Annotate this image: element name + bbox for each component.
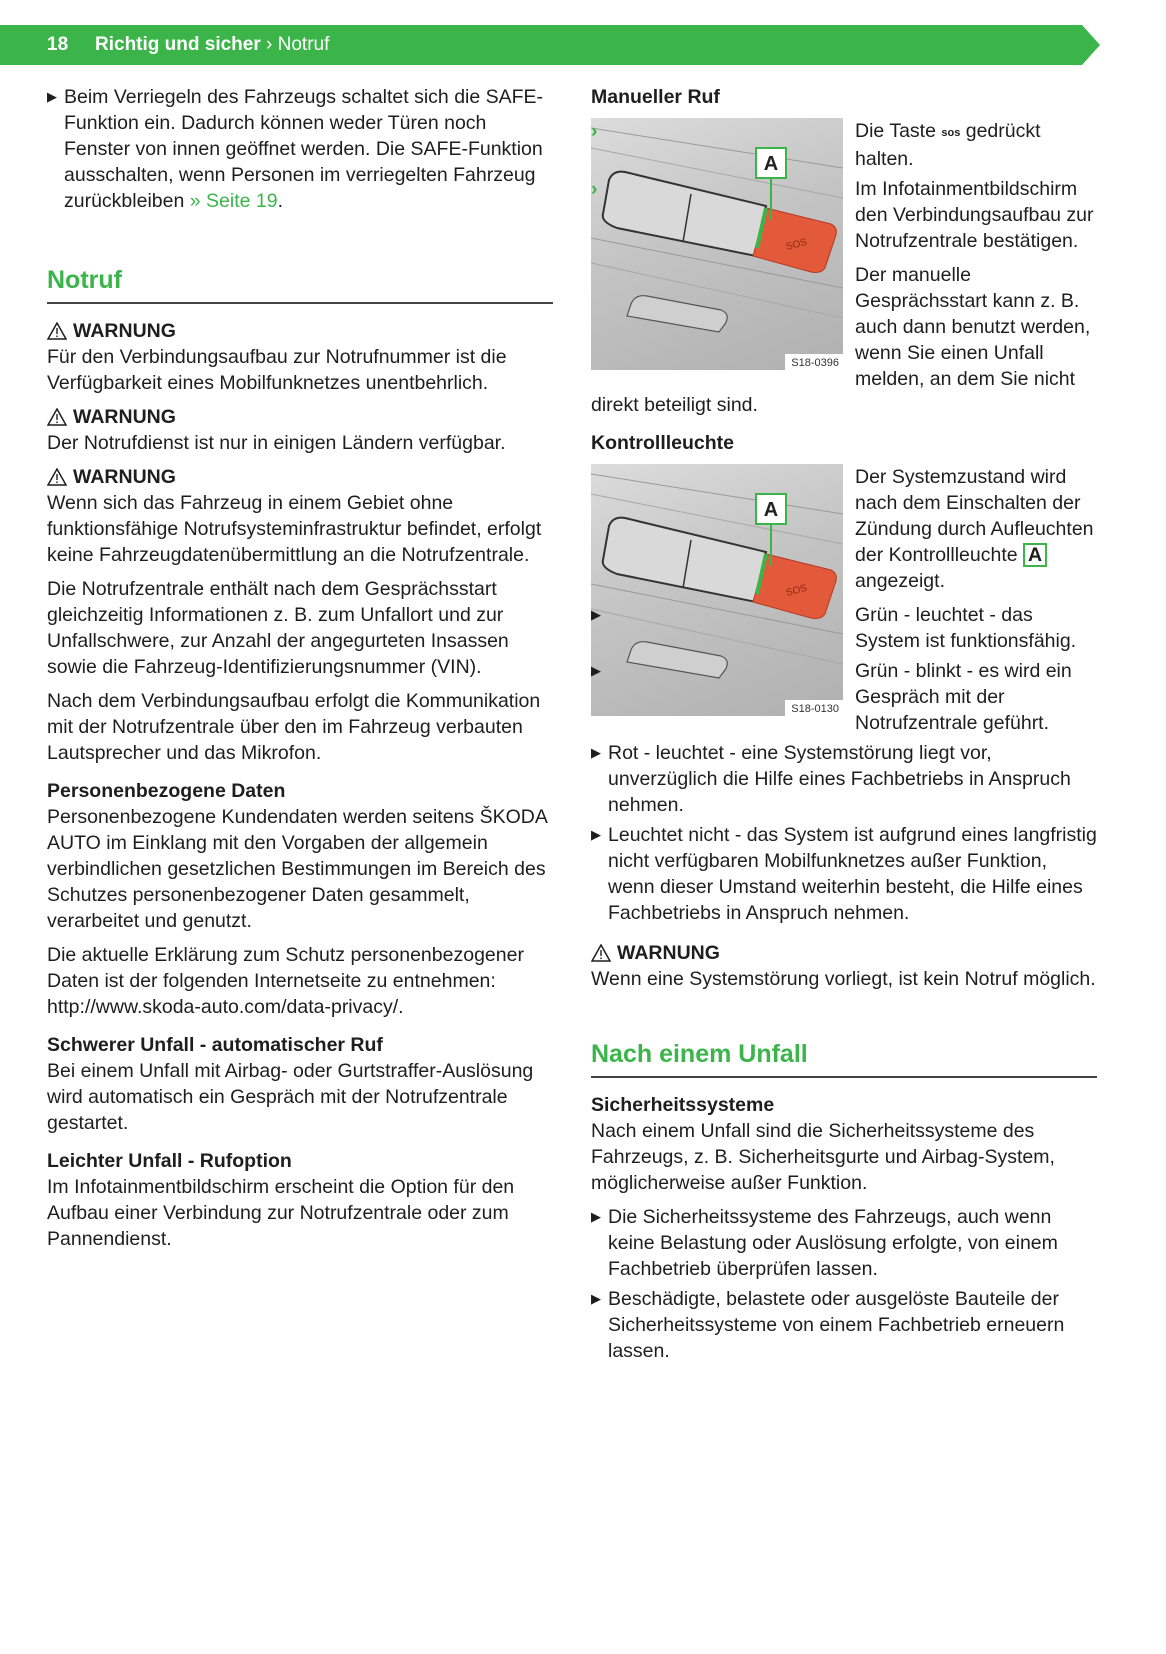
list-item-text: Die Sicherheitssysteme des Fahrzeugs, auch wenn keine Belastung oder Auslösung erfolgte, von einem Fachbetrieb überprüfen lassen.	[608, 1206, 1058, 1280]
step-text: Im Infotainmentbildschirm den Verbindungsaufbau zur Notrufzentrale bestätigen.	[855, 178, 1094, 252]
left-column	[47, 84, 553, 1260]
chevron-right-icon: ›	[591, 178, 598, 200]
warning-text: Der Notrufdienst ist nur in einigen Ländern verfügbar.	[47, 432, 506, 454]
warning-block	[47, 464, 553, 568]
section-heading-notruf: Notruf	[47, 264, 553, 304]
paragraph: Die aktuelle Erklärung zum Schutz personenbezogener Daten ist der folgenden Internetseite zu entnehmen: http://www.skoda-auto.com/data-privacy/.	[47, 944, 524, 1018]
breadcrumb-separator: ›	[260, 34, 278, 55]
paragraph: Im Infotainmentbildschirm erscheint die Option für den Aufbau einer Verbindung zur Notrufzentrale oder zum Pannendienst.	[47, 1176, 515, 1250]
warning-title	[591, 940, 1097, 966]
figure-sos-text: SOS	[784, 582, 809, 599]
paragraph: Bei einem Unfall mit Airbag- oder Gurtstraffer-Auslösung wird automatisch ein Gespräch mit der Notrufzentrale gestartet.	[47, 1060, 534, 1134]
light-accident-section	[47, 1148, 553, 1252]
state-text: Grün - blinkt - es wird ein Gespräch mit der Notrufzentrale geführt.	[855, 660, 1072, 734]
warning-label: WARNUNG	[73, 466, 176, 488]
paragraph: Nach einem Unfall sind die Sicherheitssysteme des Fahrzeugs, z. B. Sicherheitsgurte und Airbag-System, möglicherweise außer Funktion.	[591, 1120, 1055, 1194]
breadcrumb-section: Notruf	[277, 34, 330, 55]
intro-end: .	[277, 190, 283, 212]
warning-text: Wenn eine Systemstörung vorliegt, ist kein Notruf möglich.	[591, 968, 1096, 990]
state-item	[591, 602, 1097, 654]
state-item	[591, 658, 1097, 736]
sos-icon: sos	[941, 127, 961, 139]
paragraph: Personenbezogene Kundendaten werden seitens ŠKODA AUTO im Einklang mit den Vorgaben der allgemein verbindlichen gesetzlichen Bestimmungen im Bereich des Schutzes personenbezogener Daten gesammelt, verarbeitet und genutzt.	[47, 806, 547, 932]
subheading-warning-lamp: Kontrollleuchte	[591, 432, 735, 454]
state-text: Grün - leuchtet - das System ist funktionsfähig.	[855, 604, 1077, 652]
lamp-text-end: angezeigt.	[855, 570, 945, 592]
warning-triangle-icon	[47, 322, 67, 340]
paragraph: Der manuelle Gesprächsstart kann z. B. auch dann benutzt werden, wenn Sie einen Unfall melden, an dem Sie nicht direkt beteiligt sind.	[591, 264, 1091, 416]
warning-triangle-icon	[47, 468, 67, 486]
subheading-manual-call: Manueller Ruf	[591, 86, 720, 108]
warning-block	[591, 940, 1097, 992]
warning-label: WARNUNG	[73, 320, 176, 342]
list-item	[591, 1204, 1097, 1282]
personal-data-section	[47, 778, 553, 934]
warning-text: Für den Verbindungsaufbau zur Notrufnummer ist die Verfügbarkeit eines Mobilfunknetzes unentbehrlich.	[47, 346, 507, 394]
bullet-triangle-icon: ▶	[591, 745, 601, 760]
step-item	[591, 118, 1097, 172]
list-item	[591, 1286, 1097, 1364]
state-text: Leuchtet nicht - das System ist aufgrund eines langfristig nicht verfügbaren Mobilfunknetzes außer Funktion, wenn dieser Umstand weiterhin besteht, die Hilfe eines Fachbetriebs in Anspruch nehmen.	[608, 824, 1097, 924]
subheading: Sicherheitssysteme	[591, 1094, 775, 1116]
section-heading-after-accident: Nach einem Unfall	[591, 1038, 1097, 1078]
state-item	[591, 822, 1097, 926]
page-link[interactable]: » Seite 19	[189, 190, 278, 212]
subheading: Leichter Unfall - Rufoption	[47, 1150, 292, 1172]
figure-code: S18-0396	[785, 354, 843, 370]
state-item	[591, 740, 1097, 818]
warning-label: WARNUNG	[617, 942, 720, 964]
step-text: Die Taste	[855, 120, 942, 142]
intro-bullet	[47, 84, 553, 214]
figure-sos-text: SOS	[784, 236, 809, 253]
warning-triangle-icon	[591, 944, 611, 962]
breadcrumb	[95, 32, 329, 58]
figure-label: A	[763, 499, 779, 521]
bullet-triangle-icon: ▶	[591, 1209, 601, 1224]
warning-triangle-icon	[47, 408, 67, 426]
safety-systems-section	[591, 1092, 1097, 1196]
warning-block	[47, 404, 553, 456]
warning-text: Wenn sich das Fahrzeug in einem Gebiet ohne funktionsfähige Notrufsysteminfrastruktur befindet, erfolgt keine Fahrzeugdatenübermittlung an die Notrufzentrale.	[47, 492, 542, 566]
bullet-triangle-icon: ▶	[591, 663, 601, 678]
bullet-triangle-icon: ▶	[591, 607, 601, 622]
severe-accident-section	[47, 1032, 553, 1136]
page-header	[0, 25, 1100, 65]
paragraph: Die Notrufzentrale enthält nach dem Gesprächsstart gleichzeitig Informationen z. B. zum Unfallort und zur Unfallschwere, zur Anzahl der angegurteten Insassen sowie die Fahrzeug-Identifizierungsnummer (VIN).	[47, 578, 509, 678]
subheading: Personenbezogene Daten	[47, 780, 286, 802]
chevron-right-icon: ›	[591, 120, 598, 142]
intro-text: Beim Verriegeln des Fahrzeugs schaltet sich die SAFE-Funktion ein. Dadurch können weder Türen noch Fenster von innen geöffnet werden. Die SAFE-Funktion ausschalten, wenn Personen im verriegelten Fahrzeug zurückbleiben	[64, 86, 544, 212]
warning-block	[47, 318, 553, 396]
step-item	[591, 176, 1097, 254]
lamp-label-box: A	[1023, 543, 1047, 567]
page-number: 18	[47, 34, 69, 55]
warning-title	[47, 464, 553, 490]
figure-label: A	[763, 153, 779, 175]
paragraph: Nach dem Verbindungsaufbau erfolgt die Kommunikation mit der Notrufzentrale über den im Fahrzeug verbauten Lautsprecher und das Mikrofon.	[47, 690, 541, 764]
bullet-triangle-icon: ▶	[47, 89, 57, 104]
warning-title	[47, 404, 553, 430]
right-column	[591, 84, 1097, 1368]
lamp-text: Der Systemzustand wird nach dem Einschalten der Zündung durch Aufleuchten der Kontrollleuchte	[855, 466, 1094, 566]
warning-label: WARNUNG	[73, 406, 176, 428]
bullet-triangle-icon: ▶	[591, 1291, 601, 1306]
subheading: Schwerer Unfall - automatischer Ruf	[47, 1034, 383, 1056]
step-text-end: gedrückt halten.	[855, 120, 1041, 170]
figure-code: S18-0130	[785, 700, 843, 716]
list-item-text: Beschädigte, belastete oder ausgelöste Bauteile der Sicherheitssysteme von einem Fachbetrieb erneuern lassen.	[608, 1288, 1065, 1362]
breadcrumb-chapter: Richtig und sicher	[95, 34, 261, 55]
state-text: Rot - leuchtet - eine Systemstörung liegt vor, unverzüglich die Hilfe eines Fachbetriebs in Anspruch nehmen.	[608, 742, 1071, 816]
bullet-triangle-icon: ▶	[591, 827, 601, 842]
warning-title	[47, 318, 553, 344]
